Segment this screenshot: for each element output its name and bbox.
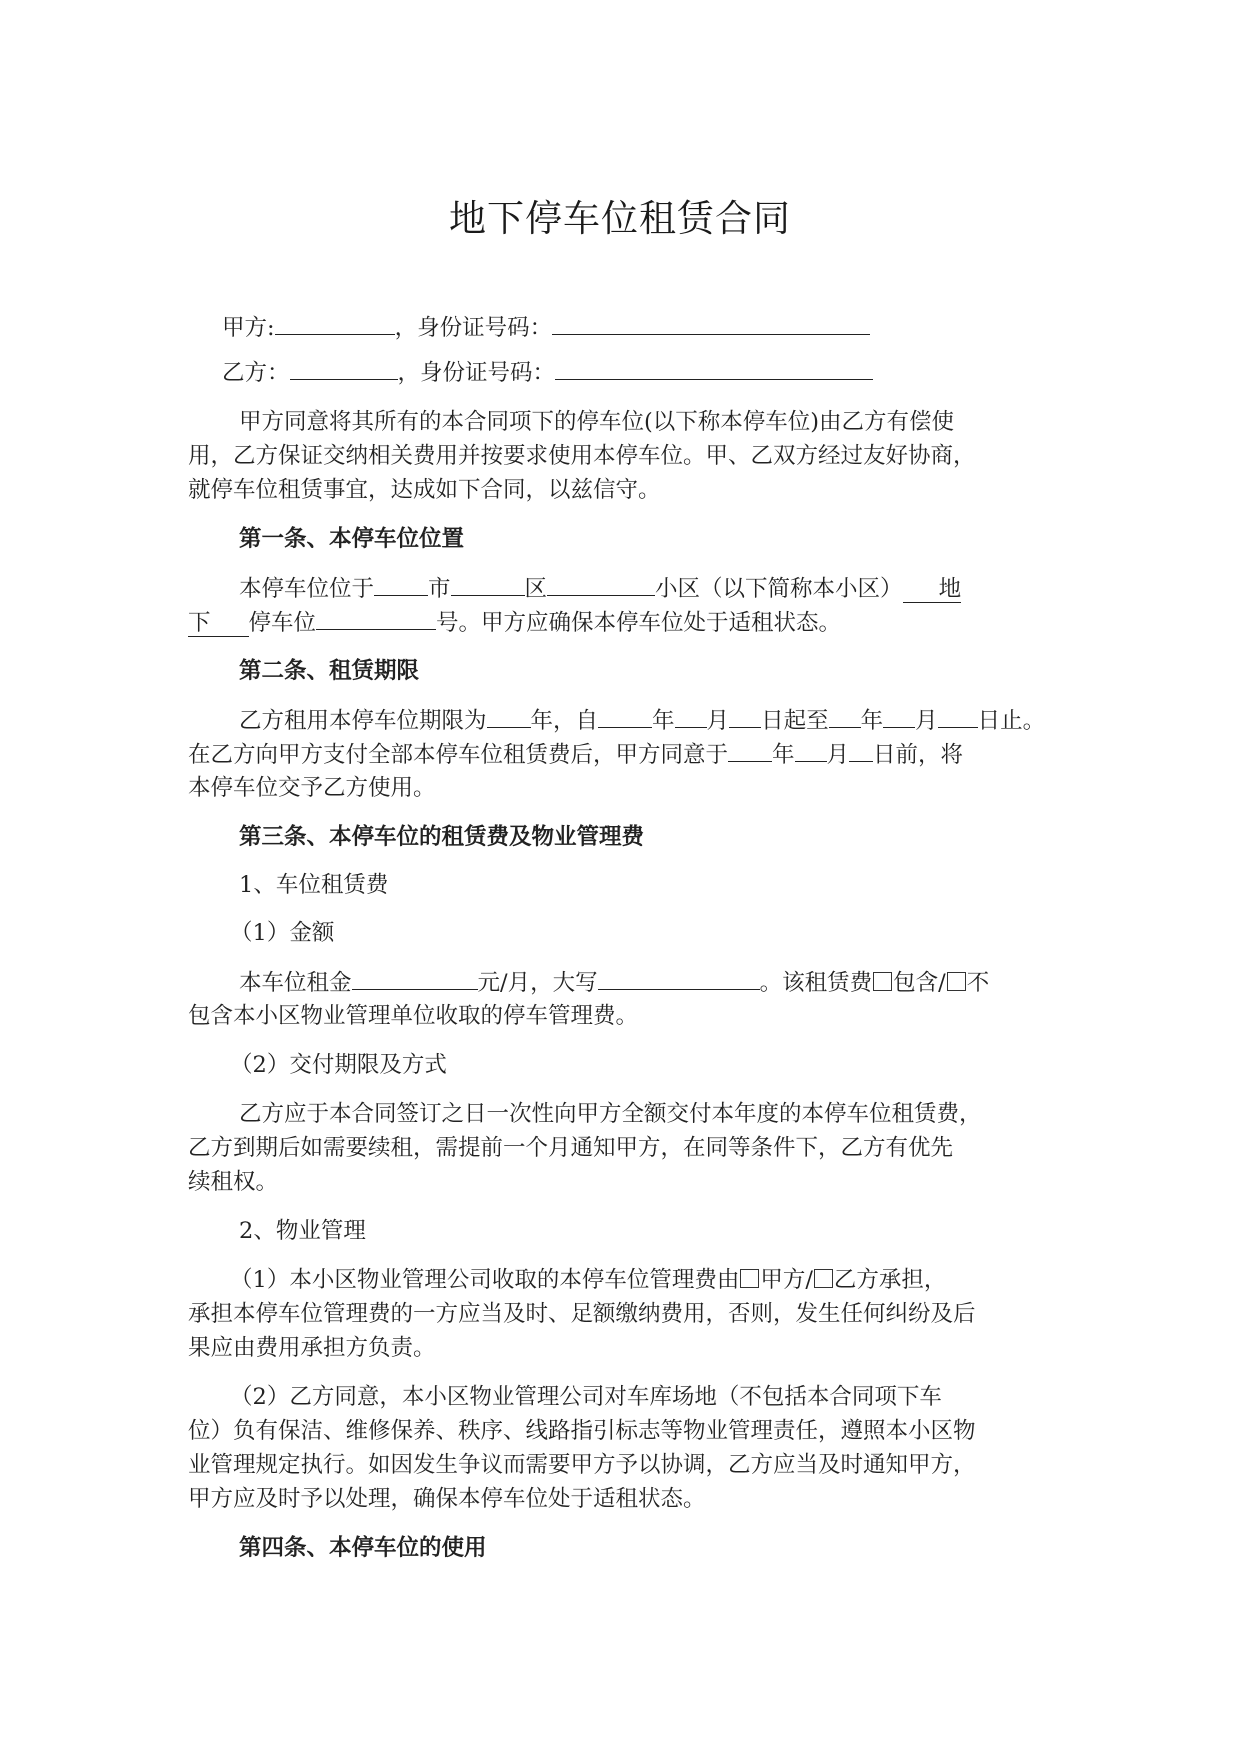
payment-line-3: 续租权。 [188, 1169, 279, 1195]
article-2-line-1 [188, 703, 1105, 738]
end-month-label: 月 [915, 708, 938, 734]
party-b-id-blank[interactable] [555, 355, 873, 380]
end-month-blank[interactable] [883, 703, 915, 728]
pm2-line-2: 位）负有保洁、维修保养、秩序、线路指引标志等物业管理责任，遵照本小区物 [188, 1418, 976, 1444]
subsection-amount: （1）金额 [230, 920, 335, 946]
section-property-management: 2、物业管理 [239, 1218, 366, 1244]
location-text: 本停车位位于 [239, 576, 375, 602]
pm1-line-3: 果应由费用承担方负责。 [188, 1335, 436, 1361]
rent-line-1 [188, 965, 1105, 1000]
exclude-checkbox[interactable] [947, 972, 966, 991]
party-b-label: 乙方： [222, 360, 290, 386]
year-label: 年 [652, 708, 675, 734]
handover-month-blank[interactable] [795, 737, 827, 762]
article-4-heading: 第四条、本停车位的使用 [239, 1535, 487, 1561]
article-2-line-3: 本停车位交予乙方使用。 [188, 775, 436, 801]
party-b-id-label: ，身份证号码： [397, 360, 556, 386]
community-blank[interactable] [547, 571, 655, 596]
party-a-name-blank[interactable] [275, 310, 395, 335]
handover-day-blank[interactable] [849, 737, 873, 762]
start-day-blank[interactable] [729, 703, 761, 728]
party-b-line [222, 355, 1088, 390]
article-2-heading: 第二条、租赁期限 [239, 658, 420, 684]
rent-unit-label: 元/月，大写 [477, 970, 598, 996]
include-checkbox[interactable] [873, 972, 892, 991]
article-2-line-2 [188, 737, 1054, 772]
pm1-line-1 [230, 1263, 1096, 1297]
article-1-heading: 第一条、本停车位位置 [239, 526, 465, 552]
pm-fee-text: （1）本小区物业管理公司收取的本停车位管理费由 [230, 1267, 740, 1293]
party-a-bear-checkbox[interactable] [740, 1269, 759, 1288]
pm2-line-3: 业管理规定执行。如因发生争议而需要甲方予以协调，乙方应当及时通知甲方， [188, 1452, 976, 1478]
document-title: 地下停车位租赁合同 [449, 197, 791, 240]
end-year-blank[interactable] [829, 703, 861, 728]
party-a-id-label: ，身份证号码： [394, 315, 553, 341]
fee-include-text: 。该租赁费 [759, 970, 873, 996]
underground-text-part1: 地 [903, 576, 962, 603]
subsection-payment: （2）交付期限及方式 [230, 1052, 447, 1078]
include-label: 包含/ [893, 970, 946, 996]
party-a-bear-label: 甲方/ [760, 1267, 813, 1293]
underground-text-part2: 下 [188, 610, 249, 637]
pm2-line-1: （2）乙方同意，本小区物业管理公司对车库场地（不包括本合同项下车 [230, 1384, 942, 1410]
parking-label: 停车位 [248, 610, 317, 636]
district-blank[interactable] [451, 571, 525, 596]
from-label: 年，自 [530, 708, 599, 734]
payment-line-1: 乙方应于本合同签订之日一次性向甲方全额交付本年度的本停车位租赁费， [239, 1101, 982, 1127]
handover-day-label: 日前，将 [873, 742, 964, 768]
end-day-label: 日止。 [977, 708, 1046, 734]
term-text: 乙方租用本停车位期限为 [239, 708, 487, 734]
party-a-line [222, 310, 1088, 345]
article-3-heading: 第三条、本停车位的租赁费及物业管理费 [239, 824, 645, 850]
party-b-bear-label: 乙方承担， [833, 1267, 947, 1293]
intro-line-2: 用，乙方保证交纳相关费用并按要求使用本停车位。甲、乙双方经过友好协商， [188, 443, 976, 469]
until-label: 日起至 [761, 708, 829, 734]
section-rent-fee: 1、车位租赁费 [239, 872, 389, 898]
intro-line-3: 就停车位租赁事宜，达成如下合同，以兹信守。 [188, 477, 661, 503]
parking-number-blank[interactable] [316, 605, 436, 630]
parking-number-label: 号。甲方应确保本停车位处于适租状态。 [436, 610, 842, 636]
exclude-label: 不 [966, 970, 990, 996]
handover-month-label: 月 [826, 742, 850, 768]
end-day-blank[interactable] [938, 703, 978, 728]
article-1-line-2 [188, 605, 1054, 640]
handover-year-label: 年 [772, 742, 795, 768]
start-month-blank[interactable] [675, 703, 707, 728]
rent-label: 本车位租金 [239, 970, 352, 996]
intro-line-1: 甲方同意将其所有的本合同项下的停车位(以下称本停车位)由乙方有偿使 [239, 409, 955, 435]
article-1-line-1 [188, 571, 1105, 606]
party-a-id-blank[interactable] [552, 310, 870, 335]
city-blank[interactable] [374, 571, 428, 596]
community-label: 小区（以下简称本小区） [655, 576, 903, 602]
handover-year-blank[interactable] [728, 737, 772, 762]
district-label: 区 [524, 576, 548, 602]
pm1-line-2: 承担本停车位管理费的一方应当及时、足额缴纳费用，否则，发生任何纠纷及后 [188, 1301, 976, 1327]
end-year-label: 年 [860, 708, 884, 734]
payment-line-2: 乙方到期后如需要续租，需提前一个月通知甲方，在同等条件下，乙方有优先 [188, 1135, 954, 1161]
handover-text: 在乙方向甲方支付全部本停车位租赁费后，甲方同意于 [188, 742, 729, 768]
term-years-blank[interactable] [487, 703, 531, 728]
rent-line-2: 包含本小区物业管理单位收取的停车管理费。 [188, 1003, 639, 1029]
party-b-bear-checkbox[interactable] [814, 1269, 833, 1288]
party-a-label: 甲方: [222, 315, 275, 341]
rent-capital-blank[interactable] [598, 965, 760, 990]
pm2-line-4: 甲方应及时予以处理，确保本停车位处于适租状态。 [188, 1486, 706, 1512]
month-label: 月 [706, 708, 730, 734]
start-year-blank[interactable] [598, 703, 652, 728]
city-label: 市 [428, 576, 451, 602]
rent-amount-blank[interactable] [352, 965, 478, 990]
party-b-name-blank[interactable] [290, 355, 398, 380]
